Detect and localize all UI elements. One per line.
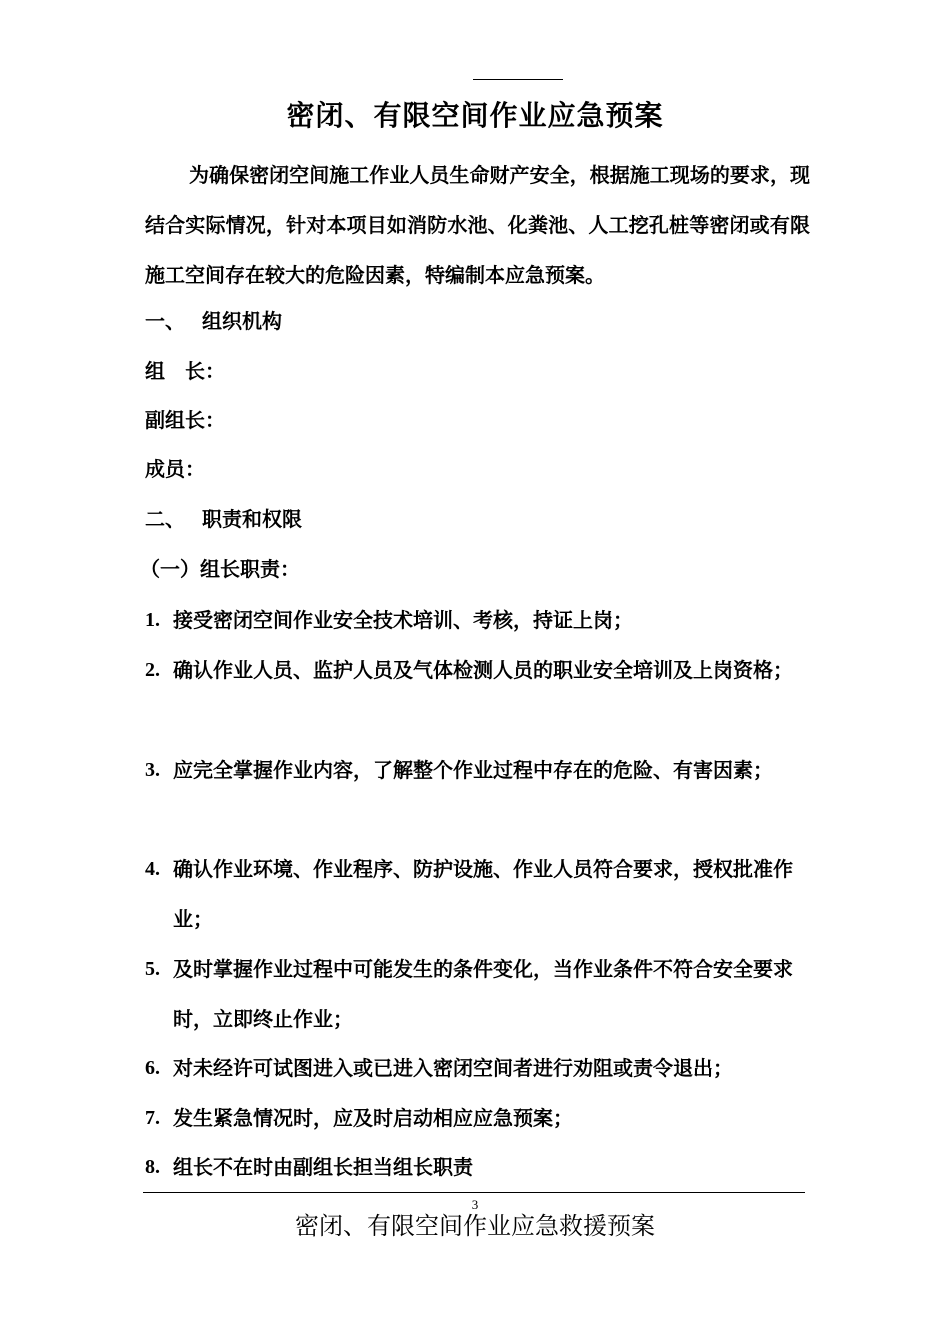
list-item-text: 对未经许可试图进入或已进入密闭空间者进行劝阻或责令退出； (173, 1056, 733, 1080)
list-item (145, 1043, 825, 1093)
list-item (145, 1093, 815, 1143)
org-deputy-label: 副组长： (145, 408, 225, 432)
section-title: 职责和权限 (202, 507, 302, 531)
list-item-number: 8. (145, 1156, 160, 1178)
list-item (145, 595, 815, 645)
subsection-heading: （一）组长职责： (140, 557, 300, 581)
list-item-number: 5. (145, 958, 160, 980)
page-number: 3 (471, 1197, 479, 1212)
list-item-text: 组长不在时由副组长担当组长职责 (173, 1155, 473, 1179)
list-item-number: 6. (145, 1057, 160, 1079)
section-title: 组织机构 (202, 309, 282, 333)
list-item (145, 745, 815, 795)
list-item-number: 2. (145, 659, 160, 681)
list-item-text: 确认作业人员、监护人员及气体检测人员的职业安全培训及上岗资格； (173, 658, 793, 682)
list-item-number: 7. (145, 1107, 160, 1129)
list-item-text: 接受密闭空间作业安全技术培训、考核，持证上岗； (173, 608, 633, 632)
list-item (145, 1142, 815, 1192)
footer-title: 密闭、有限空间作业应急救援预案 (295, 1212, 655, 1240)
list-item-text: 确认作业环境、作业程序、防护设施、作业人员符合要求，授权批准作业； (173, 857, 793, 931)
list-item (145, 844, 815, 944)
intro-paragraph: 为确保密闭空间施工作业人员生命财产安全，根据施工现场的要求，现结合实际情况，针对本项目如消防水池、化粪池、人工挖孔桩等密闭或有限施工空间存在较大的危险因素，特编制本应急预案。 (145, 163, 810, 287)
section-number: 二、 (145, 507, 185, 531)
footer-rule (143, 1192, 805, 1193)
list-item (145, 944, 815, 1044)
section-number: 一、 (145, 309, 185, 333)
org-members-label: 成员： (145, 457, 205, 481)
list-item-number: 4. (145, 858, 160, 880)
list-item (145, 645, 815, 695)
list-item-text: 发生紧急情况时，应及时启动相应应急预案； (173, 1106, 573, 1130)
list-item-text: 及时掌握作业过程中可能发生的条件变化，当作业条件不符合安全要求时，立即终止作业； (173, 957, 793, 1031)
list-item-text: 应完全掌握作业内容，了解整个作业过程中存在的危险、有害因素； (173, 758, 773, 782)
header-rule (473, 79, 563, 80)
document-title: 密闭、有限空间作业应急预案 (286, 99, 664, 132)
section-heading-duties (145, 504, 302, 534)
section-heading-organization (145, 306, 282, 336)
list-item-number: 3. (145, 759, 160, 781)
org-leader-label: 组 长： (145, 359, 225, 383)
list-item-number: 1. (145, 609, 160, 631)
